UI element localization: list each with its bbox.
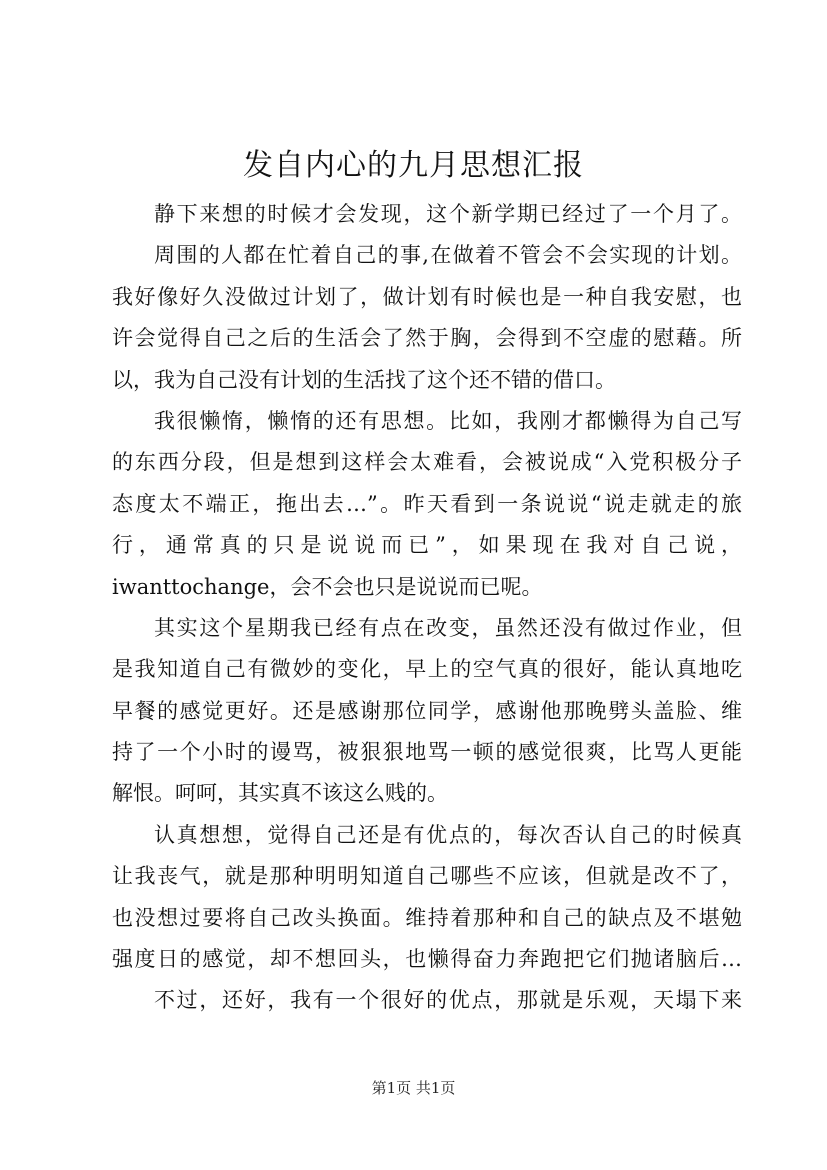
paragraph-line: iwanttochange，会不会也只是说说而已呢。 — [112, 574, 543, 599]
paragraph-line: 是我知道自己有微妙的变化，早上的空气真的很好，能认真地吃 — [112, 657, 742, 682]
document-title: 发自内心的九月思想汇报 — [243, 148, 584, 183]
paragraph-line: 也没想过要将自己改头换面。维持着那种和自己的缺点及不堪勉 — [112, 905, 742, 930]
paragraph-line: 其实这个星期我已经有点在改变，虽然还没有做过作业，但 — [154, 615, 742, 640]
paragraph-line: 态度太不端正，拖出去…”。昨天看到一条说说“说走就走的旅 — [112, 491, 742, 516]
paragraph-line: 周围的人都在忙着自己的事,在做着不管会不会实现的计划。 — [154, 243, 742, 268]
paragraph-line: 的东西分段，但是想到这样会太难看，会被说成“入党积极分子 — [112, 450, 742, 475]
document-body — [112, 194, 742, 1022]
paragraph-line: 强度日的感觉，却不想回头，也懒得奋力奔跑把它们抛诸脑后… — [112, 947, 742, 972]
paragraph-line: 解恨。呵呵，其实真不该这么贱的。 — [112, 781, 448, 806]
paragraph-line: 让我丧气，就是那种明明知道自己哪些不应该，但就是改不了， — [112, 864, 742, 889]
paragraph-line: 早餐的感觉更好。还是感谢那位同学，感谢他那晚劈头盖脸、维 — [112, 698, 742, 723]
paragraph-line: 我很懒惰，懒惰的还有思想。比如，我刚才都懒得为自己写 — [154, 408, 742, 433]
paragraph-line: 持了一个小时的谩骂，被狠狠地骂一顿的感觉很爽，比骂人更能 — [112, 740, 742, 765]
paragraph-line: 许会觉得自己之后的生活会了然于胸，会得到不空虚的慰藉。所 — [112, 326, 742, 351]
page-footer: 第1页 共1页 — [371, 1079, 456, 1097]
paragraph-line: 行，通常真的只是说说而已”，如果现在我对自己说， — [112, 533, 742, 558]
paragraph-line: 以，我为自己没有计划的生活找了这个还不错的借口。 — [112, 367, 616, 392]
paragraph-line: 不过，还好，我有一个很好的优点，那就是乐观，天塌下来 — [154, 988, 742, 1013]
paragraph-line: 静下来想的时候才会发现，这个新学期已经过了一个月了。 — [154, 202, 742, 226]
paragraph-line: 认真想想，觉得自己还是有优点的，每次否认自己的时候真 — [154, 822, 742, 847]
paragraph-line: 我好像好久没做过计划了，做计划有时候也是一种自我安慰，也 — [112, 284, 742, 309]
